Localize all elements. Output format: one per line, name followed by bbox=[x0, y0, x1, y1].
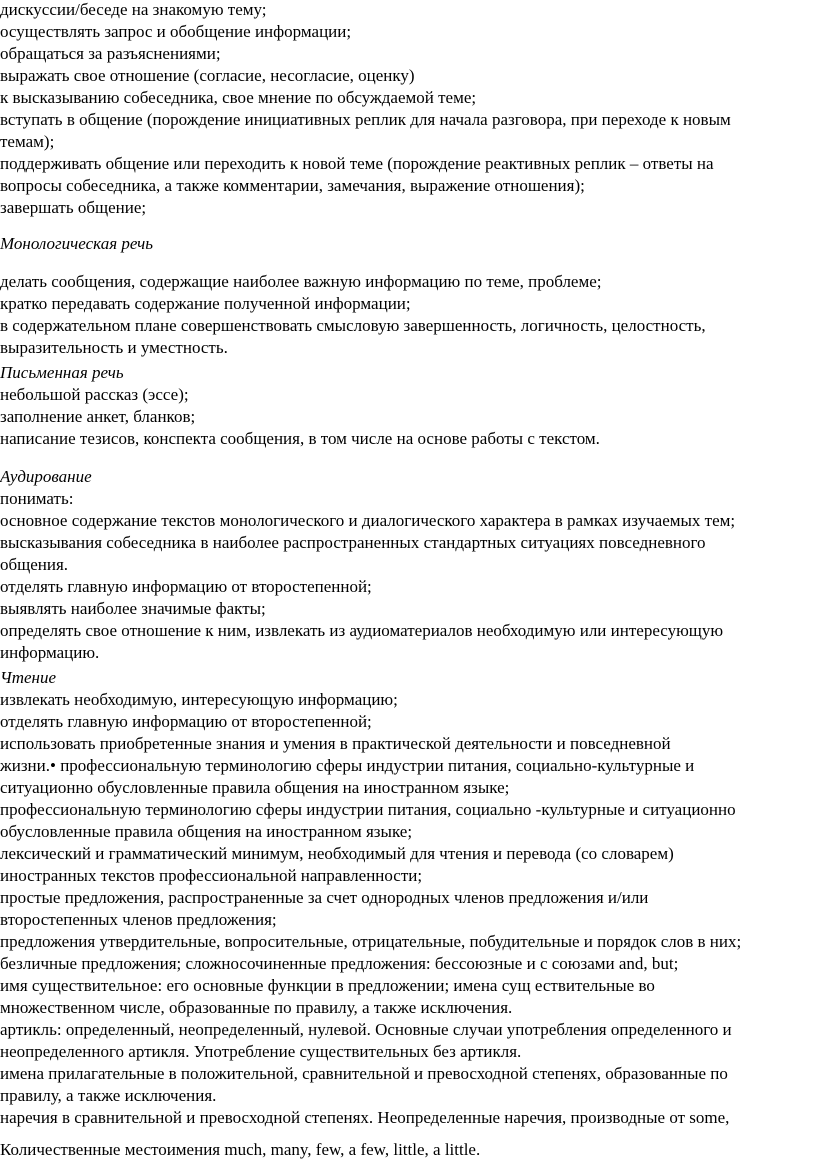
text-line: лексический и грамматический минимум, необходимый для чтения и перевода (со словарем) bbox=[0, 844, 674, 863]
text-line: завершать общение; bbox=[0, 198, 147, 217]
text-line: использовать приобретенные знания и умения в практической деятельности и повседневной bbox=[0, 734, 671, 753]
text-line: множественном числе, образованные по правилу, а также исключения. bbox=[0, 998, 513, 1017]
text-line: обращаться за разъяснениями; bbox=[0, 44, 221, 63]
text-line: заполнение анкет, бланков; bbox=[0, 407, 196, 426]
text-line: понимать: bbox=[0, 489, 74, 508]
section-heading-writing: Письменная речь bbox=[0, 363, 124, 382]
text-line: высказывания собеседника в наиболее распространенных стандартных ситуациях повседневного bbox=[0, 533, 706, 552]
text-line: имена прилагательные в положительной, сравнительной и превосходной степенях, образованные по bbox=[0, 1064, 728, 1083]
text-line: осуществлять запрос и обобщение информации; bbox=[0, 22, 352, 41]
section-heading-reading: Чтение bbox=[0, 668, 57, 687]
text-line: профессиональную терминологию сферы индустрии питания, социально -культурные и ситуационно bbox=[0, 800, 736, 819]
section-heading-monologue: Монологическая речь bbox=[0, 234, 154, 253]
text-line: к высказыванию собеседника, свое мнение по обсуждаемой теме; bbox=[0, 88, 477, 107]
text-line: выразительность и уместность. bbox=[0, 338, 228, 357]
text-line: небольшой рассказ (эссе); bbox=[0, 385, 189, 404]
text-line: правилу, а также исключения. bbox=[0, 1086, 217, 1105]
text-line: артикль: определенный, неопределенный, нулевой. Основные случаи употребления определенного и bbox=[0, 1020, 732, 1039]
text-line: Количественные местоимения much, many, few, a few, little, a little. bbox=[0, 1140, 481, 1159]
text-line: иностранных текстов профессиональной направленности; bbox=[0, 866, 423, 885]
text-line: жизни.• профессиональную терминологию сферы индустрии питания, социально-культурные и bbox=[0, 756, 695, 775]
text-line: написание тезисов, конспекта сообщения, в том числе на основе работы с текстом. bbox=[0, 429, 600, 448]
text-line: вопросы собеседника, а также комментарии, замечания, выражение отношения); bbox=[0, 176, 585, 195]
section-heading-listening: Аудирование bbox=[0, 467, 92, 486]
text-line: общения. bbox=[0, 555, 69, 574]
text-line: основное содержание текстов монологического и диалогического характера в рамках изучаемых тем; bbox=[0, 511, 736, 530]
text-line: отделять главную информацию от второстепенной; bbox=[0, 712, 372, 731]
text-line: информацию. bbox=[0, 643, 100, 662]
text-line: выявлять наиболее значимые факты; bbox=[0, 599, 266, 618]
text-line: поддерживать общение или переходить к новой теме (порождение реактивных реплик – ответы на bbox=[0, 154, 714, 173]
text-line: наречия в сравнительной и превосходной степенях. Неопределенные наречия, производные от some, bbox=[0, 1108, 730, 1127]
text-line: темам); bbox=[0, 132, 55, 151]
text-line: делать сообщения, содержащие наиболее важную информацию по теме, проблеме; bbox=[0, 272, 602, 291]
text-line: отделять главную информацию от второстепенной; bbox=[0, 577, 372, 596]
text-line: вступать в общение (порождение инициативных реплик для начала разговора, при переходе к новым bbox=[0, 110, 731, 129]
text-line: кратко передавать содержание полученной информации; bbox=[0, 294, 411, 313]
text-line: простые предложения, распространенные за счет однородных членов предложения и/или bbox=[0, 888, 649, 907]
text-line: безличные предложения; сложносочиненные предложения: бессоюзные и с союзами and, but; bbox=[0, 954, 679, 973]
text-line: определять свое отношение к ним, извлекать из аудиоматериалов необходимую или интересующую bbox=[0, 621, 724, 640]
text-line: предложения утвердительные, вопросительные, отрицательные, побудительные и порядок слов в них; bbox=[0, 932, 742, 951]
text-line: в содержательном плане совершенствовать смысловую завершенность, логичность, целостность, bbox=[0, 316, 706, 335]
text-line: извлекать необходимую, интересующую информацию; bbox=[0, 690, 398, 709]
text-line: ситуационно обусловленные правила общения на иностранном языке; bbox=[0, 778, 510, 797]
text-line: дискуссии/беседе на знакомую тему; bbox=[0, 0, 267, 19]
text-line: имя существительное: его основные функции в предложении; имена сущ ествительные во bbox=[0, 976, 655, 995]
text-line: второстепенных членов предложения; bbox=[0, 910, 277, 929]
text-line: выражать свое отношение (согласие, несогласие, оценку) bbox=[0, 66, 415, 85]
text-line: неопределенного артикля. Употребление существительных без артикля. bbox=[0, 1042, 522, 1061]
text-line: обусловленные правила общения на иностранном языке; bbox=[0, 822, 413, 841]
